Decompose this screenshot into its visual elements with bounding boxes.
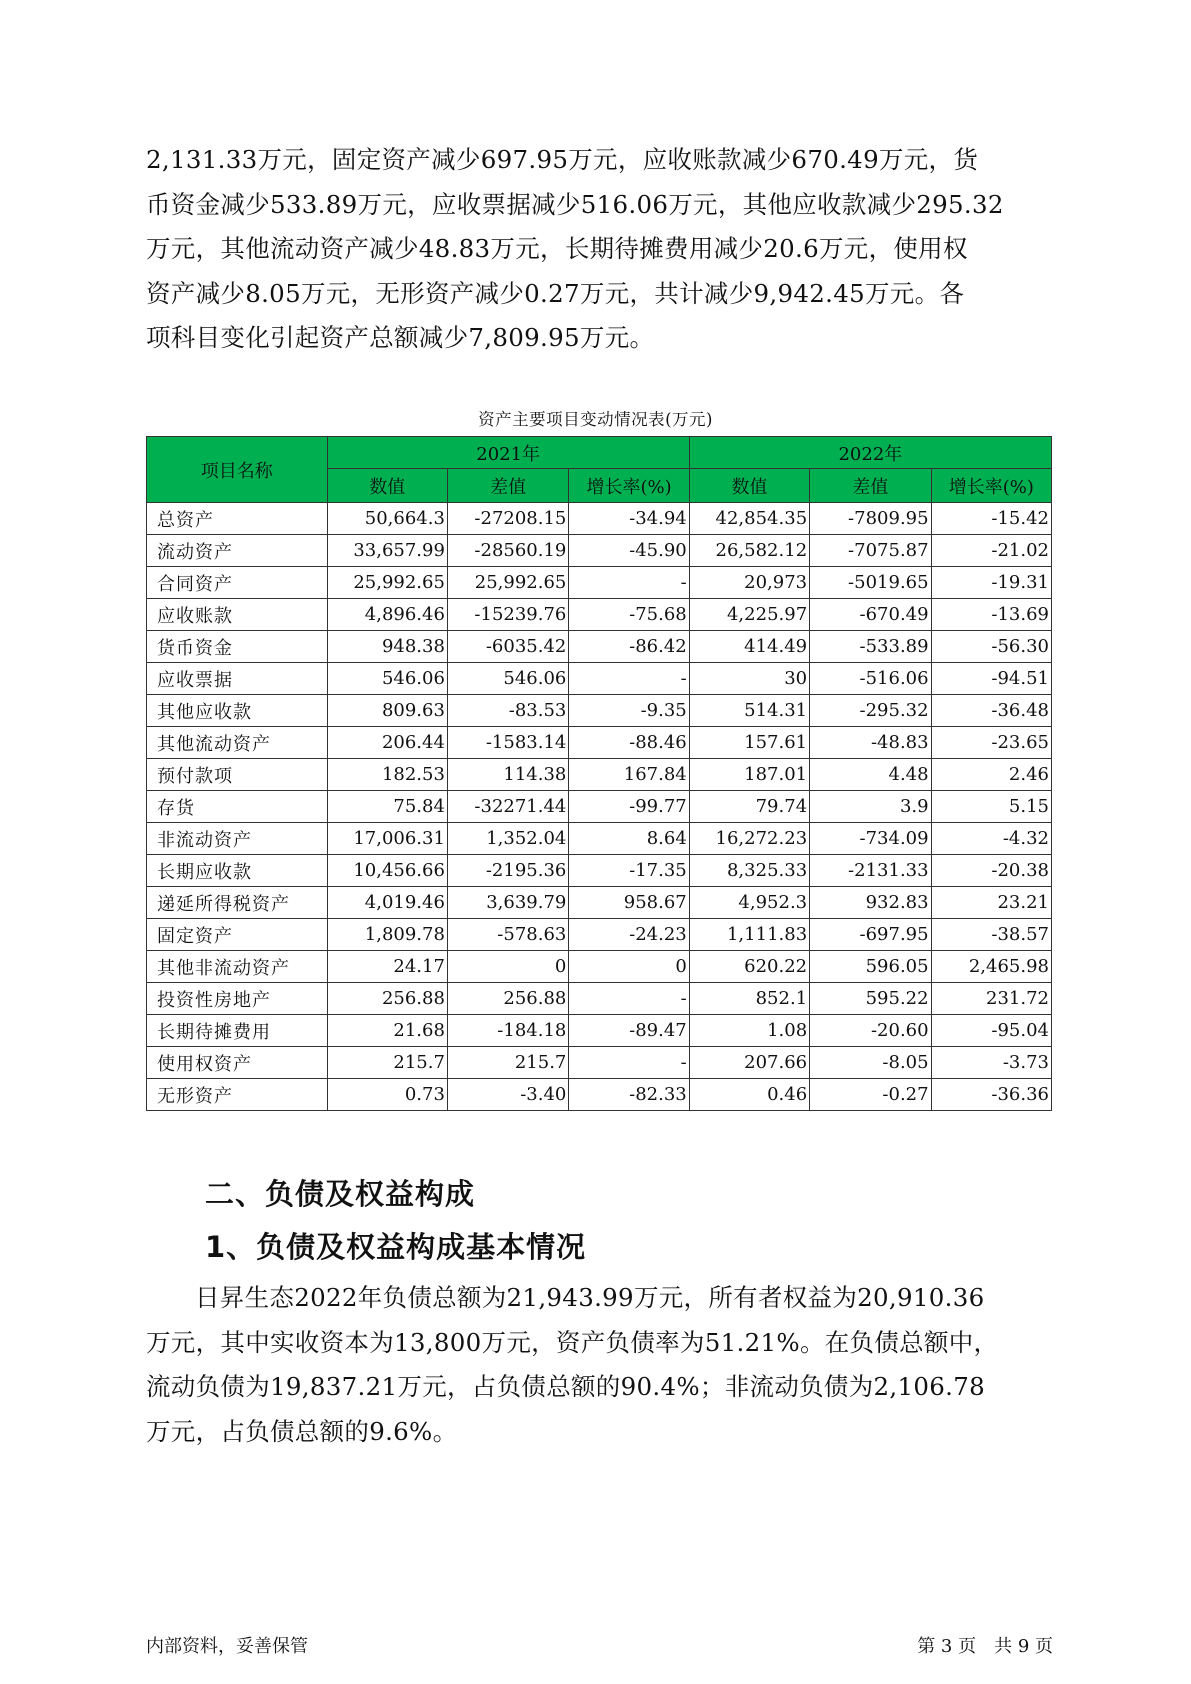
row-value-cell: 25,992.65 [327,567,447,599]
row-value-cell: -94.51 [931,663,1051,695]
row-value-cell: 1,111.83 [689,919,809,951]
table-row [147,791,1052,823]
intro-paragraph [146,138,1046,361]
row-value-cell: -20.38 [931,855,1051,887]
table-row [147,535,1052,567]
header-item-name: 项目名称 [147,437,328,503]
row-value-cell: 596.05 [810,951,931,983]
row-value-cell: -516.06 [810,663,931,695]
row-value-cell: 182.53 [327,759,447,791]
row-item-name: 其他流动资产 [147,727,328,759]
row-value-cell: 157.61 [689,727,809,759]
row-item-name: 应收票据 [147,663,328,695]
row-value-cell: -75.68 [569,599,689,631]
row-value-cell: 4,019.46 [327,887,447,919]
table-row [147,695,1052,727]
row-value-cell: 17,006.31 [327,823,447,855]
row-value-cell: 215.7 [327,1047,447,1079]
row-value-cell: -8.05 [810,1047,931,1079]
table-row [147,983,1052,1015]
row-item-name: 预付款项 [147,759,328,791]
row-item-name: 应收账款 [147,599,328,631]
row-value-cell: -0.27 [810,1079,931,1111]
row-value-cell: 1,352.04 [447,823,568,855]
table-row [147,823,1052,855]
row-value-cell: -28560.19 [447,535,568,567]
row-value-cell: 4,225.97 [689,599,809,631]
row-item-name: 固定资产 [147,919,328,951]
row-value-cell: - [569,567,689,599]
row-item-name: 使用权资产 [147,1047,328,1079]
row-value-cell: - [569,1047,689,1079]
row-value-cell: 256.88 [447,983,568,1015]
row-value-cell: 1.08 [689,1015,809,1047]
row-value-cell: 42,854.35 [689,503,809,535]
row-value-cell: -27208.15 [447,503,568,535]
row-value-cell: -82.33 [569,1079,689,1111]
table-row [147,1079,1052,1111]
table-row [147,631,1052,663]
row-value-cell: 514.31 [689,695,809,727]
row-item-name: 非流动资产 [147,823,328,855]
table-row [147,855,1052,887]
row-value-cell: -1583.14 [447,727,568,759]
row-value-cell: -23.65 [931,727,1051,759]
row-value-cell: -99.77 [569,791,689,823]
header-growth-2021: 增长率(%) [569,469,689,503]
row-item-name: 总资产 [147,503,328,535]
row-value-cell: -13.69 [931,599,1051,631]
row-value-cell: -20.60 [810,1015,931,1047]
row-value-cell: -15239.76 [447,599,568,631]
row-value-cell: 0.46 [689,1079,809,1111]
row-value-cell: 0 [447,951,568,983]
row-value-cell: 256.88 [327,983,447,1015]
row-value-cell: -2131.33 [810,855,931,887]
row-item-name: 货币资金 [147,631,328,663]
table-row [147,1047,1052,1079]
row-value-cell: 207.66 [689,1047,809,1079]
row-value-cell: -6035.42 [447,631,568,663]
row-value-cell: 809.63 [327,695,447,727]
row-value-cell: -697.95 [810,919,931,951]
liability-paragraph [146,1276,1046,1454]
row-value-cell: 8,325.33 [689,855,809,887]
row-item-name: 其他非流动资产 [147,951,328,983]
row-value-cell: 10,456.66 [327,855,447,887]
intro-line: 币资金减少533.89万元，应收票据减少516.06万元，其他应收款减少295.32 [146,189,1004,219]
table-row [147,951,1052,983]
asset-change-table [146,436,1052,1111]
table-row [147,887,1052,919]
row-value-cell: 1,809.78 [327,919,447,951]
row-value-cell: 231.72 [931,983,1051,1015]
header-value-2021: 数值 [327,469,447,503]
row-value-cell: - [569,983,689,1015]
row-value-cell: 8.64 [569,823,689,855]
header-year-2022: 2022年 [689,437,1051,469]
row-value-cell: -4.32 [931,823,1051,855]
row-value-cell: 206.44 [327,727,447,759]
header-year-2021: 2021年 [327,437,689,469]
row-value-cell: -578.63 [447,919,568,951]
row-value-cell: -38.57 [931,919,1051,951]
row-value-cell: 3,639.79 [447,887,568,919]
section-heading: 二、负债及权益构成 [205,1177,476,1211]
row-value-cell: -86.42 [569,631,689,663]
row-value-cell: -21.02 [931,535,1051,567]
row-value-cell: 4.48 [810,759,931,791]
row-value-cell: -17.35 [569,855,689,887]
table-row [147,727,1052,759]
row-value-cell: -533.89 [810,631,931,663]
row-value-cell: 4,896.46 [327,599,447,631]
row-value-cell: 5.15 [931,791,1051,823]
row-value-cell: -56.30 [931,631,1051,663]
row-value-cell: 3.9 [810,791,931,823]
row-value-cell: -19.31 [931,567,1051,599]
row-value-cell: 33,657.99 [327,535,447,567]
row-item-name: 递延所得税资产 [147,887,328,919]
table-caption: 资产主要项目变动情况表(万元) [478,410,713,429]
row-value-cell: 595.22 [810,983,931,1015]
intro-line: 资产减少8.05万元，无形资产减少0.27万元，共计减少9,942.45万元。各 [146,278,965,308]
row-value-cell: -88.46 [569,727,689,759]
row-value-cell: -83.53 [447,695,568,727]
liability-line: 万元，其中实收资本为13,800万元，资产负债率为51.21%。在负债总额中， [146,1327,999,1357]
row-value-cell: -295.32 [810,695,931,727]
header-diff-2022: 差值 [810,469,931,503]
row-value-cell: 215.7 [447,1047,568,1079]
row-value-cell: - [569,663,689,695]
row-value-cell: -24.23 [569,919,689,951]
table-row [147,599,1052,631]
row-value-cell: 0.73 [327,1079,447,1111]
row-item-name: 流动资产 [147,535,328,567]
row-value-cell: 75.84 [327,791,447,823]
row-value-cell: 2.46 [931,759,1051,791]
row-item-name: 存货 [147,791,328,823]
row-value-cell: -36.48 [931,695,1051,727]
row-value-cell: 167.84 [569,759,689,791]
row-value-cell: 948.38 [327,631,447,663]
row-value-cell: 26,582.12 [689,535,809,567]
footer-page-number: 第 3 页 共 9 页 [917,1636,1053,1657]
subsection-heading: 1、负债及权益构成基本情况 [205,1230,587,1264]
row-value-cell: -184.18 [447,1015,568,1047]
row-value-cell: 21.68 [327,1015,447,1047]
table-row [147,567,1052,599]
row-value-cell: 23.21 [931,887,1051,919]
row-value-cell: 414.49 [689,631,809,663]
row-item-name: 投资性房地产 [147,983,328,1015]
row-item-name: 其他应收款 [147,695,328,727]
footer-confidential: 内部资料，妥善保管 [146,1636,308,1657]
row-value-cell: -7809.95 [810,503,931,535]
row-value-cell: 932.83 [810,887,931,919]
row-item-name: 长期应收款 [147,855,328,887]
row-value-cell: -95.04 [931,1015,1051,1047]
row-value-cell: -34.94 [569,503,689,535]
row-value-cell: -15.42 [931,503,1051,535]
row-value-cell: 20,973 [689,567,809,599]
row-value-cell: 25,992.65 [447,567,568,599]
row-value-cell: -2195.36 [447,855,568,887]
header-growth-2022: 增长率(%) [931,469,1051,503]
row-value-cell: 4,952.3 [689,887,809,919]
row-value-cell: 0 [569,951,689,983]
row-value-cell: -45.90 [569,535,689,567]
row-value-cell: 958.67 [569,887,689,919]
row-value-cell: 24.17 [327,951,447,983]
row-value-cell: -7075.87 [810,535,931,567]
table-row [147,663,1052,695]
liability-line: 流动负债为19,837.21万元，占负债总额的90.4%；非流动负债为2,106.78 [146,1372,986,1401]
row-value-cell: 546.06 [327,663,447,695]
row-value-cell: 16,272.23 [689,823,809,855]
row-value-cell: -3.73 [931,1047,1051,1079]
row-value-cell: 546.06 [447,663,568,695]
row-item-name: 无形资产 [147,1079,328,1111]
intro-line: 项科目变化引起资产总额减少7,809.95万元。 [146,323,655,352]
row-value-cell: -9.35 [569,695,689,727]
row-value-cell: 114.38 [447,759,568,791]
intro-line: 万元，其他流动资产减少48.83万元，长期待摊费用减少20.6万元，使用权 [146,234,968,263]
intro-line: 2,131.33万元，固定资产减少697.95万元，应收账款减少670.49万元，货 [146,145,979,174]
row-item-name: 合同资产 [147,567,328,599]
table-row [147,919,1052,951]
row-value-cell: 620.22 [689,951,809,983]
table-row [147,1015,1052,1047]
row-value-cell: 30 [689,663,809,695]
table-body [147,503,1052,1111]
row-value-cell: -670.49 [810,599,931,631]
liability-line: 日昇生态2022年负债总额为21,943.99万元，所有者权益为20,910.36 [195,1283,985,1312]
row-item-name: 长期待摊费用 [147,1015,328,1047]
row-value-cell: 79.74 [689,791,809,823]
table-row [147,503,1052,535]
row-value-cell: -32271.44 [447,791,568,823]
row-value-cell: 2,465.98 [931,951,1051,983]
row-value-cell: -36.36 [931,1079,1051,1111]
header-diff-2021: 差值 [447,469,568,503]
liability-line: 万元，占负债总额的9.6%。 [146,1416,458,1446]
row-value-cell: -734.09 [810,823,931,855]
row-value-cell: -89.47 [569,1015,689,1047]
row-value-cell: 187.01 [689,759,809,791]
header-value-2022: 数值 [689,469,809,503]
row-value-cell: -3.40 [447,1079,568,1111]
row-value-cell: -5019.65 [810,567,931,599]
row-value-cell: 50,664.3 [327,503,447,535]
row-value-cell: -48.83 [810,727,931,759]
row-value-cell: 852.1 [689,983,809,1015]
table-row [147,759,1052,791]
